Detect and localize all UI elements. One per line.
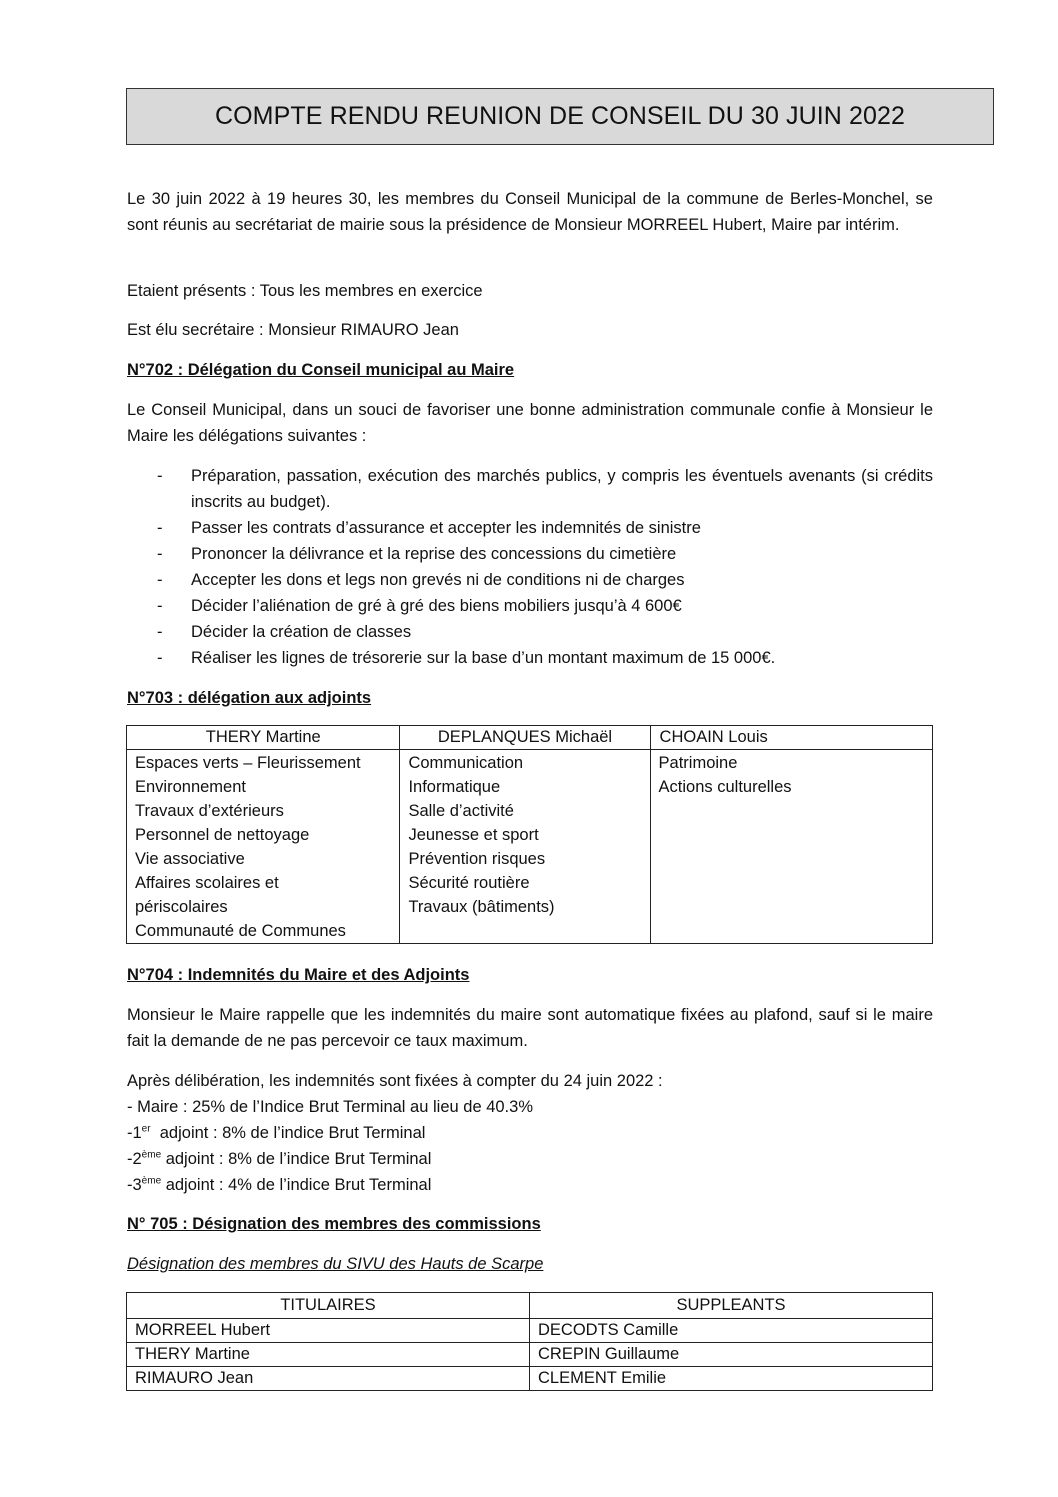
section-702-text: Le Conseil Municipal, dans un souci de favoriser une bonne administration communale confie à Monsieur le Maire les délégations suivantes : xyxy=(127,401,933,445)
bullet: - xyxy=(157,623,163,641)
table-row xyxy=(127,1343,933,1367)
indemnity-adjoint-2: -2ème adjoint : 8% de l’indice Brut Terminal xyxy=(127,1149,432,1168)
secretary-line: Est élu secrétaire : Monsieur RIMAURO Jean xyxy=(127,321,459,339)
list-item: - Préparation, passation, exécution des marchés publics, y compris les éventuels avenants (si crédits inscrits au budget). xyxy=(127,463,933,515)
list-item: Prévention risques xyxy=(408,850,546,868)
list-item: Personnel de nettoyage xyxy=(135,826,310,844)
indemnity-adjoint-3: -3ème adjoint : 4% de l’indice Brut Terminal xyxy=(127,1175,432,1194)
list-item: Travaux d’extérieurs xyxy=(135,802,284,820)
table-cell: CLEMENT Emilie xyxy=(530,1367,933,1391)
table-row xyxy=(127,1319,933,1343)
column-header: DEPLANQUES Michaël xyxy=(400,726,650,750)
column-header: SUPPLEANTS xyxy=(530,1293,933,1319)
attendance-line: Etaient présents : Tous les membres en exercice xyxy=(127,282,483,300)
list-item: périscolaires xyxy=(135,898,228,916)
list-item: Travaux (bâtiments) xyxy=(408,898,555,916)
list-item: Communauté de Communes xyxy=(135,922,346,940)
list-item: - Passer les contrats d’assurance et accepter les indemnités de sinistre xyxy=(127,515,933,541)
table-cell: MORREEL Hubert xyxy=(127,1319,530,1343)
column-header: TITULAIRES xyxy=(127,1293,530,1319)
section-705-heading: N° 705 : Désignation des membres des commissions xyxy=(127,1215,541,1233)
table-cell: CREPIN Guillaume xyxy=(530,1343,933,1367)
delegation-list-wrap xyxy=(127,463,933,671)
title-box xyxy=(126,88,994,145)
table-cell xyxy=(127,750,400,944)
list-item: - Prononcer la délivrance et la reprise des concessions du cimetière xyxy=(127,541,933,567)
page-title: COMPTE RENDU REUNION DE CONSEIL DU 30 JUIN 2022 xyxy=(214,102,906,130)
bullet: - xyxy=(157,467,163,485)
table-cell xyxy=(400,750,650,944)
section-702-heading: N°702 : Délégation du Conseil municipal au Maire xyxy=(127,361,515,379)
list-item: - Décider la création de classes xyxy=(127,619,933,645)
list-item: - Accepter les dons et legs non grevés ni de conditions ni de charges xyxy=(127,567,933,593)
list-item: Informatique xyxy=(408,778,501,796)
indemnity-maire: - Maire : 25% de l’Indice Brut Terminal au lieu de 40.3% xyxy=(127,1098,533,1116)
list-item: Espaces verts – Fleurissement xyxy=(135,754,361,772)
sivu-members-table xyxy=(126,1292,933,1391)
column-header: THERY Martine xyxy=(127,726,400,750)
list-item: Salle d’activité xyxy=(408,802,514,820)
list-item: - Décider l’aliénation de gré à gré des biens mobiliers jusqu’à 4 600€ xyxy=(127,593,933,619)
table-header-row xyxy=(127,1293,933,1319)
list-item: Sécurité routière xyxy=(408,874,530,892)
table-cell: DECODTS Camille xyxy=(530,1319,933,1343)
column-header: CHOAIN Louis xyxy=(650,726,932,750)
intro-paragraph: Le 30 juin 2022 à 19 heures 30, les membres du Conseil Municipal de la commune de Berles-Monchel, se sont réunis au secrétariat de mairie sous la présidence de Monsieur MORREEL Hubert, Maire par intérim. xyxy=(127,190,933,234)
list-item: Jeunesse et sport xyxy=(408,826,539,844)
table-cell: THERY Martine xyxy=(127,1343,530,1367)
delegation-list xyxy=(127,463,933,671)
list-item: - Réaliser les lignes de trésorerie sur la base d’un montant maximum de 15 000€. xyxy=(127,645,933,671)
indemnity-adjoint-1: -1er adjoint : 8% de l’indice Brut Terminal xyxy=(127,1123,426,1142)
table-cell: RIMAURO Jean xyxy=(127,1367,530,1391)
adjoints-delegation-table xyxy=(126,725,933,944)
bullet: - xyxy=(157,519,163,537)
bullet: - xyxy=(157,545,163,563)
section-705-subheading: Désignation des membres du SIVU des Hauts de Scarpe xyxy=(127,1255,544,1273)
bullet: - xyxy=(157,597,163,615)
bullet: - xyxy=(157,649,163,667)
list-item: Patrimoine xyxy=(658,754,738,772)
table-cell xyxy=(650,750,932,944)
table-header-row xyxy=(127,726,933,750)
section-704-text: Monsieur le Maire rappelle que les indemnités du maire sont automatique fixées au plafond, sauf si le maire fait la demande de ne pas percevoir ce taux maximum. xyxy=(127,1006,933,1050)
table-row xyxy=(127,1367,933,1391)
list-item: Affaires scolaires et xyxy=(135,874,279,892)
section-704-heading: N°704 : Indemnités du Maire et des Adjoints xyxy=(127,966,470,984)
section-704-intro: Après délibération, les indemnités sont fixées à compter du 24 juin 2022 : xyxy=(127,1072,663,1090)
list-item: Vie associative xyxy=(135,850,245,868)
section-703-heading: N°703 : délégation aux adjoints xyxy=(127,689,372,707)
list-item: Communication xyxy=(408,754,524,772)
list-item: Actions culturelles xyxy=(658,778,792,796)
list-item: Environnement xyxy=(135,778,246,796)
table-row xyxy=(127,750,933,944)
bullet: - xyxy=(157,571,163,589)
